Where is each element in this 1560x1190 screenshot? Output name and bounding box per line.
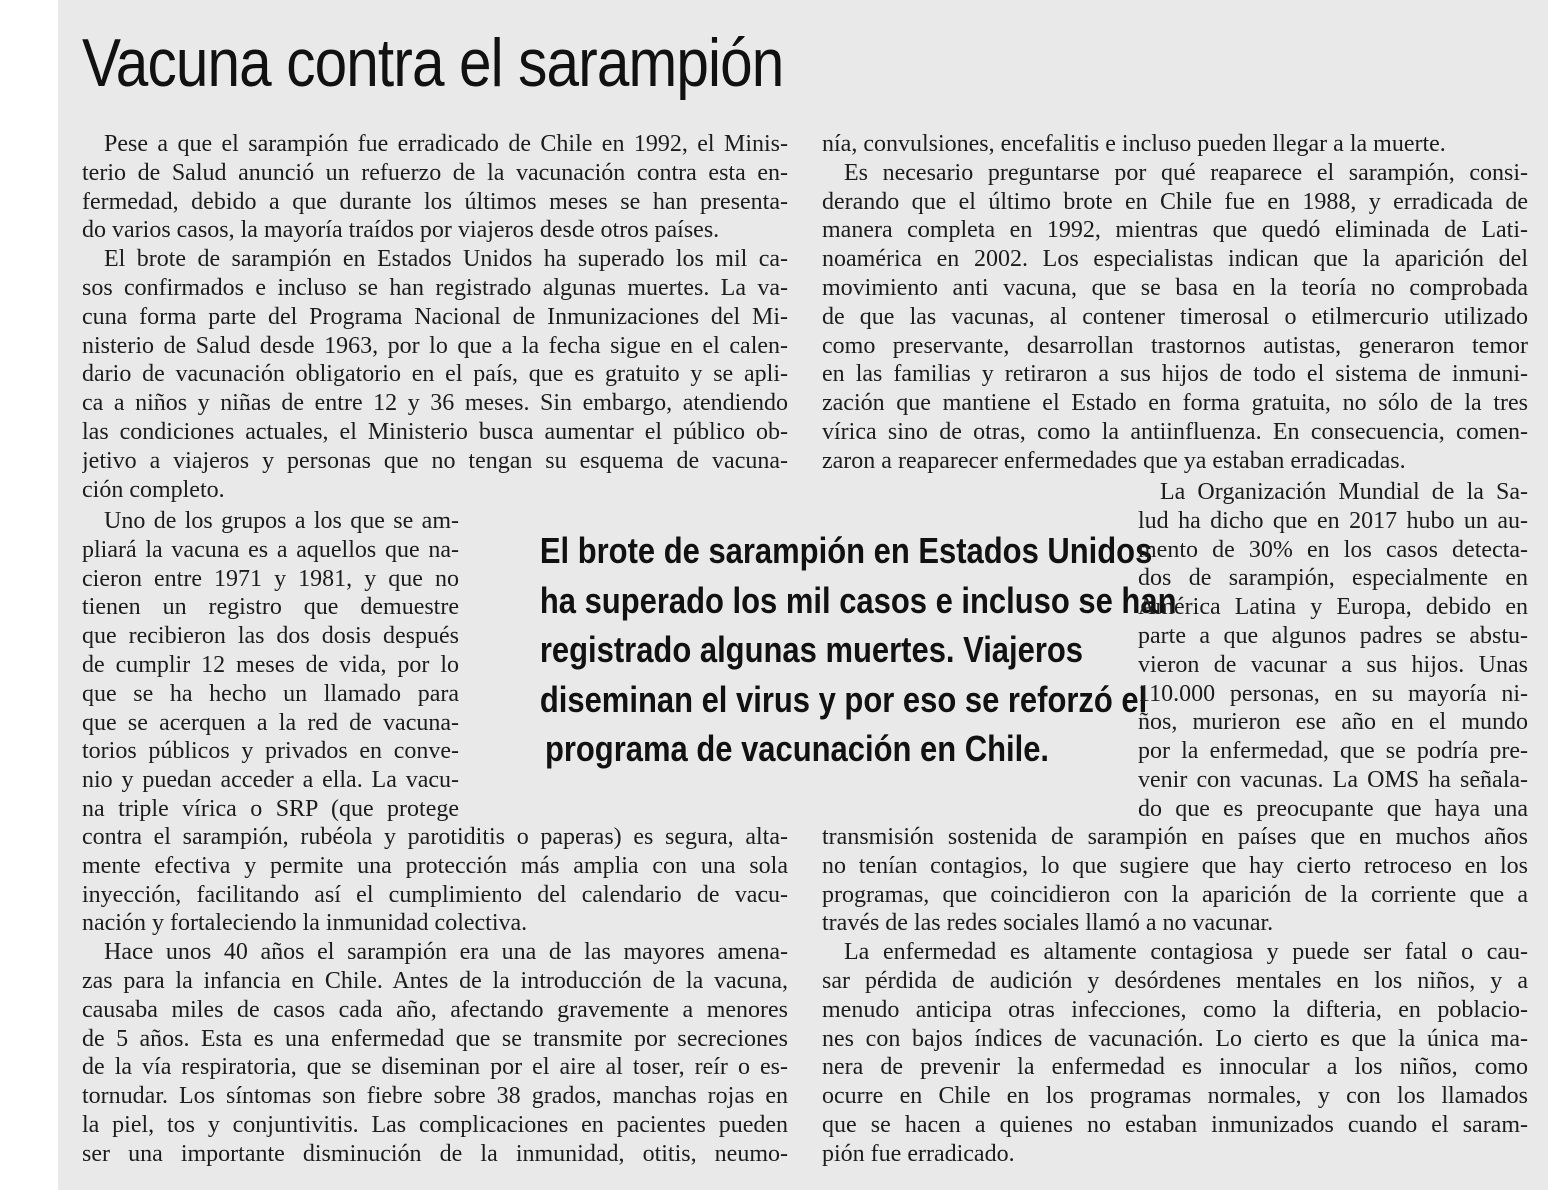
text-line: que recibieron las dos dosis después [82, 623, 459, 650]
text-line: causaba miles de casos cada año, afectando gravemente a menores [82, 996, 788, 1023]
text-line: venir con vacunas. La OMS ha señala- [1138, 766, 1528, 793]
text-line: ca a niños y niñas de entre 12 y 36 meses. Sin embargo, atendiendo [82, 390, 788, 417]
text-line: través de las redes sociales llamó a no vacunar. [822, 910, 1274, 937]
text-line: zación que mantiene el Estado en forma gratuita, no sólo de la tres [822, 390, 1528, 417]
text-line: noamérica en 2002. Los especialistas indican que la aparición del [822, 246, 1528, 273]
text-line: ser una importante disminución de la inmunidad, otitis, neumo- [82, 1140, 788, 1167]
text-line: que se ha hecho un llamado para [82, 680, 459, 707]
text-line: vírica sino de otras, como la antiinfluenza. En consecuencia, comen- [822, 418, 1528, 445]
text-line: la piel, tos y conjuntivitis. Las complicaciones en pacientes pueden [82, 1111, 788, 1138]
text-line: parte a que algunos padres se abstu- [1138, 622, 1528, 649]
text-line: pión fue erradicado. [822, 1140, 1015, 1167]
text-line: las condiciones actuales, el Ministerio busca aumentar el público ob- [82, 418, 788, 445]
pull-quote-line: El brote de sarampión en Estados Unidos [539, 530, 1153, 571]
text-line: derando que el último brote en Chile fue en 1988, y erradicada de [822, 188, 1528, 215]
left-column-bottom [82, 823, 788, 1169]
text-line: en las familias y retiraron a sus hijos de todo el sistema de inmuni- [822, 361, 1528, 388]
text-line: 110.000 personas, en su mayoría ni- [1138, 680, 1528, 707]
text-line: de cumplir 12 meses de vida, por lo [82, 651, 459, 678]
pull-quote-line: diseminan el virus y por eso se reforzó el [539, 678, 1148, 720]
text-line: manera completa en 1992, mientras que quedó eliminada de Lati- [822, 217, 1528, 244]
text-line: dario de vacunación obligatorio en el país, que es gratuito y se apli- [82, 361, 788, 388]
text-line: pliará la vacuna es a aquellos que na- [82, 536, 459, 563]
text-line: de que las vacunas, al contener timerosal o etilmercurio utilizado [822, 303, 1528, 330]
text-line: La enfermedad es altamente contagiosa y puede ser fatal o cau- [844, 939, 1528, 966]
text-line: movimiento anti vacuna, que se basa en la teoría no comprobada [822, 274, 1528, 301]
text-line: ción completo. [82, 476, 225, 503]
text-line: contra el sarampión, rubéola y parotiditis o paperas) es segura, alta- [82, 824, 788, 850]
text-line: nación y fortaleciendo la inmunidad colectiva. [82, 910, 528, 937]
text-line: cieron entre 1971 y 1981, y que no [82, 565, 459, 592]
text-line: torios públicos y privados en conve- [82, 738, 459, 765]
text-line: programas, que coincidieron con la aparición de la corriente que a [822, 881, 1528, 908]
text-line: zaron a reaparecer enfermedades que ya estaban erradicadas. [822, 447, 1406, 474]
text-line: nera de prevenir la enfermedad es innocular a los niños, como [822, 1054, 1528, 1081]
right-column-middle [1138, 478, 1528, 824]
text-line: transmisión sostenida de sarampión en países que en muchos años [822, 824, 1528, 850]
text-line: La Organización Mundial de la Sa- [1160, 479, 1528, 505]
text-line: mento de 30% en los casos detecta- [1138, 536, 1528, 563]
text-line: vieron de vacunar a sus hijos. Unas [1138, 651, 1528, 678]
text-line: Pese a que el sarampión fue erradicado de Chile en 1992, el Minis- [104, 131, 788, 157]
text-line: que se hacen a quienes no estaban inmunizados cuando el saram- [822, 1111, 1528, 1138]
text-line: ocurre en Chile en los programas normales, y con los llamados [822, 1083, 1528, 1110]
text-line: tienen un registro que demuestre [82, 594, 459, 621]
pull-quote [498, 526, 1177, 774]
text-line: por la enfermedad, que se podría pre- [1138, 738, 1528, 765]
text-line: mente efectiva y permite una protección más amplia con una sola [82, 852, 788, 879]
article-headline: Vacuna contra el sarampión [82, 25, 784, 101]
text-line: nía, convulsiones, encefalitis e incluso pueden llegar a la muerte. [822, 131, 1446, 157]
pull-quote-line: ha superado los mil casos e incluso se han [539, 579, 1177, 621]
text-line: como preservante, desarrollan trastornos autistas, generaron temor [822, 332, 1528, 359]
text-line: do varios casos, la mayoría traídos por viajeros desde otros países. [82, 217, 720, 244]
right-column-bottom [822, 823, 1528, 1169]
text-line: terio de Salud anunció un refuerzo de la vacunación contra esta en- [82, 159, 788, 186]
text-line: dos de sarampión, especialmente en [1138, 565, 1528, 592]
left-column-top [82, 130, 788, 504]
text-line: nio y puedan acceder a ella. La vacu- [82, 767, 459, 794]
text-line: sar pérdida de audición y desórdenes mentales en los niños, y a [822, 967, 1528, 994]
text-line: que se acerquen a la red de vacuna- [82, 709, 459, 736]
text-line: lud ha dicho que en 2017 hubo un au- [1138, 507, 1528, 534]
text-line: nes con bajos índices de vacunación. Lo cierto es que la única ma- [822, 1025, 1528, 1052]
text-line: de 5 años. Esta es una enfermedad que se transmite por secreciones [82, 1025, 788, 1052]
text-line: fermedad, debido a que durante los últimos meses se han presenta- [82, 188, 788, 215]
text-line: ños, murieron ese año en el mundo [1138, 709, 1528, 736]
text-line: de la vía respiratoria, que se diseminan por el aire al toser, reír o es- [82, 1054, 788, 1081]
text-line: no tenían contagios, lo que sugiere que hay cierto retroceso en los [822, 852, 1528, 879]
text-line: menudo anticipa otras infecciones, como la difteria, en poblacio- [822, 996, 1528, 1023]
text-line: Uno de los grupos a los que se am- [104, 508, 459, 534]
text-line: Hace unos 40 años el sarampión era una de las mayores amena- [104, 939, 788, 966]
text-line: jetivo a viajeros y personas que no tengan su esquema de vacuna- [82, 447, 788, 474]
text-line: América Latina y Europa, debido en [1138, 594, 1528, 621]
text-line: nisterio de Salud desde 1963, por lo que a la fecha sigue en el calen- [82, 332, 788, 359]
pull-quote-line: programa de vacunación en Chile. [544, 728, 1050, 769]
text-line: cuna forma parte del Programa Nacional de Inmunizaciones del Mi- [82, 303, 788, 330]
text-line: inyección, facilitando así el cumplimiento del calendario de vacu- [82, 881, 788, 908]
left-column-middle [82, 507, 459, 824]
text-line: sos confirmados e incluso se han registrado algunas muertes. La va- [82, 274, 788, 301]
text-line: Es necesario preguntarse por qué reaparece el sarampión, consi- [844, 159, 1528, 186]
text-line: do que es preocupante que haya una [1138, 795, 1528, 822]
text-line: na triple vírica o SRP (que protege [82, 795, 459, 822]
pull-quote-line: registrado algunas muertes. Viajeros [539, 629, 1084, 670]
text-line: tornudar. Los síntomas son fiebre sobre 38 grados, manchas rojas en [82, 1083, 788, 1110]
text-line: zas para la infancia en Chile. Antes de la introducción de la vacuna, [82, 967, 788, 994]
right-column-top [822, 130, 1528, 476]
text-line: El brote de sarampión en Estados Unidos ha superado los mil ca- [104, 246, 788, 273]
